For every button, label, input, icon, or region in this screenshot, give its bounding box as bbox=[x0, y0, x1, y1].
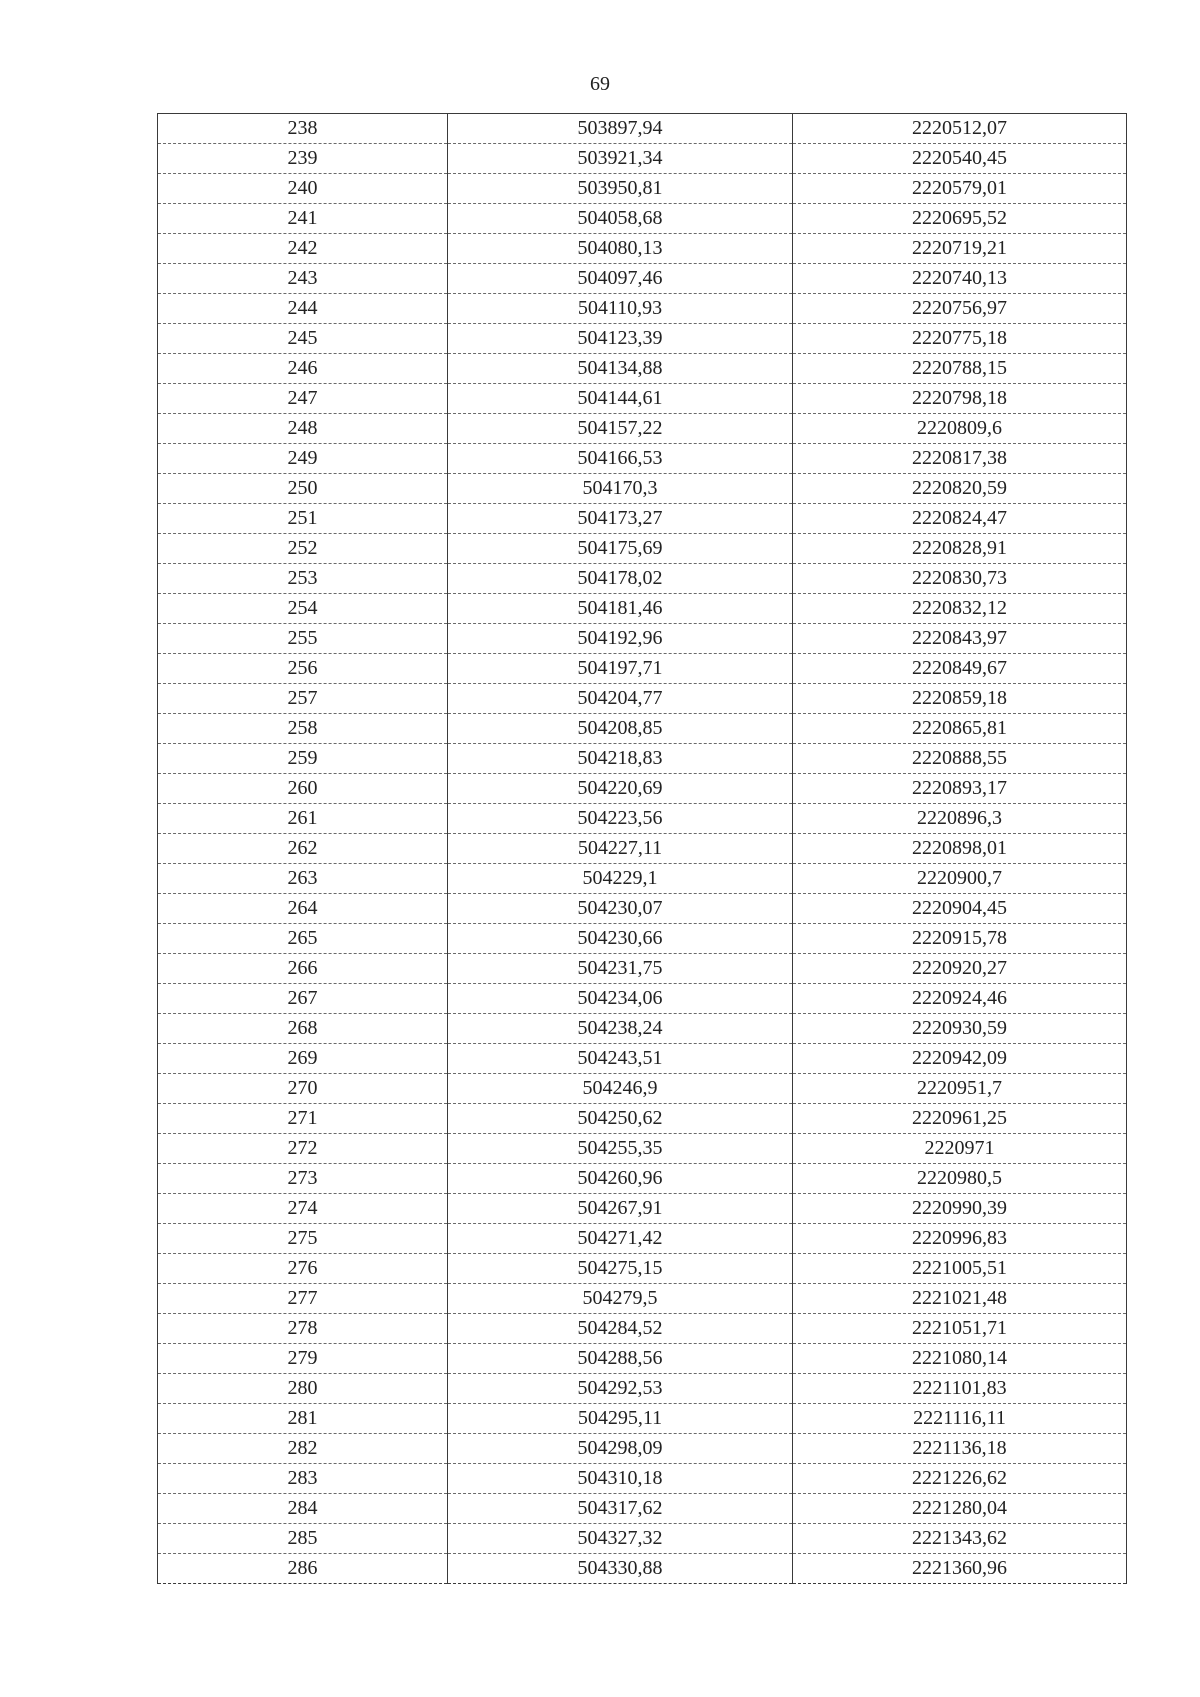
y-coordinate-cell: 2220512,07 bbox=[793, 114, 1127, 144]
y-coordinate-cell: 2220924,46 bbox=[793, 984, 1127, 1014]
y-coordinate-cell: 2220830,73 bbox=[793, 564, 1127, 594]
point-number-cell: 267 bbox=[158, 984, 448, 1014]
point-number-cell: 254 bbox=[158, 594, 448, 624]
table-row bbox=[158, 804, 1127, 834]
y-coordinate-cell: 2220824,47 bbox=[793, 504, 1127, 534]
x-coordinate-cell: 504170,3 bbox=[448, 474, 793, 504]
x-coordinate-cell: 504192,96 bbox=[448, 624, 793, 654]
y-coordinate-cell: 2220817,38 bbox=[793, 444, 1127, 474]
x-coordinate-cell: 504279,5 bbox=[448, 1284, 793, 1314]
y-coordinate-cell: 2220951,7 bbox=[793, 1074, 1127, 1104]
y-coordinate-cell: 2220915,78 bbox=[793, 924, 1127, 954]
table-row bbox=[158, 1314, 1127, 1344]
point-number-cell: 268 bbox=[158, 1014, 448, 1044]
x-coordinate-cell: 504295,11 bbox=[448, 1404, 793, 1434]
point-number-cell: 256 bbox=[158, 654, 448, 684]
point-number-cell: 286 bbox=[158, 1554, 448, 1584]
x-coordinate-cell: 504231,75 bbox=[448, 954, 793, 984]
y-coordinate-cell: 2220695,52 bbox=[793, 204, 1127, 234]
y-coordinate-cell: 2220540,45 bbox=[793, 144, 1127, 174]
point-number-cell: 259 bbox=[158, 744, 448, 774]
y-coordinate-cell: 2220904,45 bbox=[793, 894, 1127, 924]
table-row bbox=[158, 1434, 1127, 1464]
y-coordinate-cell: 2220888,55 bbox=[793, 744, 1127, 774]
table-row bbox=[158, 744, 1127, 774]
point-number-cell: 253 bbox=[158, 564, 448, 594]
table-row bbox=[158, 594, 1127, 624]
y-coordinate-cell: 2220843,97 bbox=[793, 624, 1127, 654]
table-body bbox=[158, 114, 1127, 1584]
point-number-cell: 243 bbox=[158, 264, 448, 294]
point-number-cell: 264 bbox=[158, 894, 448, 924]
point-number-cell: 257 bbox=[158, 684, 448, 714]
point-number-cell: 251 bbox=[158, 504, 448, 534]
x-coordinate-cell: 504178,02 bbox=[448, 564, 793, 594]
table-row bbox=[158, 144, 1127, 174]
y-coordinate-cell: 2220996,83 bbox=[793, 1224, 1127, 1254]
y-coordinate-cell: 2220898,01 bbox=[793, 834, 1127, 864]
x-coordinate-cell: 504284,52 bbox=[448, 1314, 793, 1344]
point-number-cell: 265 bbox=[158, 924, 448, 954]
table-row bbox=[158, 954, 1127, 984]
x-coordinate-cell: 504288,56 bbox=[448, 1344, 793, 1374]
x-coordinate-cell: 503921,34 bbox=[448, 144, 793, 174]
table-row bbox=[158, 984, 1127, 1014]
point-number-cell: 274 bbox=[158, 1194, 448, 1224]
x-coordinate-cell: 504330,88 bbox=[448, 1554, 793, 1584]
y-coordinate-cell: 2220798,18 bbox=[793, 384, 1127, 414]
table-row bbox=[158, 1254, 1127, 1284]
point-number-cell: 248 bbox=[158, 414, 448, 444]
y-coordinate-cell: 2220788,15 bbox=[793, 354, 1127, 384]
y-coordinate-cell: 2221005,51 bbox=[793, 1254, 1127, 1284]
y-coordinate-cell: 2220832,12 bbox=[793, 594, 1127, 624]
point-number-cell: 241 bbox=[158, 204, 448, 234]
x-coordinate-cell: 504218,83 bbox=[448, 744, 793, 774]
point-number-cell: 270 bbox=[158, 1074, 448, 1104]
x-coordinate-cell: 504310,18 bbox=[448, 1464, 793, 1494]
table-row bbox=[158, 414, 1127, 444]
y-coordinate-cell: 2221360,96 bbox=[793, 1554, 1127, 1584]
y-coordinate-cell: 2220809,6 bbox=[793, 414, 1127, 444]
table-row bbox=[158, 1194, 1127, 1224]
point-number-cell: 272 bbox=[158, 1134, 448, 1164]
table-row bbox=[158, 564, 1127, 594]
point-number-cell: 269 bbox=[158, 1044, 448, 1074]
x-coordinate-cell: 504230,07 bbox=[448, 894, 793, 924]
point-number-cell: 238 bbox=[158, 114, 448, 144]
table-row bbox=[158, 834, 1127, 864]
y-coordinate-cell: 2220859,18 bbox=[793, 684, 1127, 714]
table-row bbox=[158, 1494, 1127, 1524]
y-coordinate-cell: 2221051,71 bbox=[793, 1314, 1127, 1344]
point-number-cell: 262 bbox=[158, 834, 448, 864]
y-coordinate-cell: 2221101,83 bbox=[793, 1374, 1127, 1404]
point-number-cell: 284 bbox=[158, 1494, 448, 1524]
y-coordinate-cell: 2221280,04 bbox=[793, 1494, 1127, 1524]
x-coordinate-cell: 504230,66 bbox=[448, 924, 793, 954]
y-coordinate-cell: 2220579,01 bbox=[793, 174, 1127, 204]
point-number-cell: 242 bbox=[158, 234, 448, 264]
x-coordinate-cell: 503950,81 bbox=[448, 174, 793, 204]
x-coordinate-cell: 504134,88 bbox=[448, 354, 793, 384]
point-number-cell: 276 bbox=[158, 1254, 448, 1284]
y-coordinate-cell: 2221136,18 bbox=[793, 1434, 1127, 1464]
table-row bbox=[158, 1074, 1127, 1104]
x-coordinate-cell: 504223,56 bbox=[448, 804, 793, 834]
x-coordinate-cell: 504144,61 bbox=[448, 384, 793, 414]
y-coordinate-cell: 2221343,62 bbox=[793, 1524, 1127, 1554]
x-coordinate-cell: 504227,11 bbox=[448, 834, 793, 864]
y-coordinate-cell: 2220980,5 bbox=[793, 1164, 1127, 1194]
point-number-cell: 245 bbox=[158, 324, 448, 354]
table-row bbox=[158, 204, 1127, 234]
y-coordinate-cell: 2220828,91 bbox=[793, 534, 1127, 564]
x-coordinate-cell: 504080,13 bbox=[448, 234, 793, 264]
x-coordinate-cell: 504123,39 bbox=[448, 324, 793, 354]
y-coordinate-cell: 2221116,11 bbox=[793, 1404, 1127, 1434]
point-number-cell: 277 bbox=[158, 1284, 448, 1314]
y-coordinate-cell: 2220719,21 bbox=[793, 234, 1127, 264]
point-number-cell: 263 bbox=[158, 864, 448, 894]
table-row bbox=[158, 444, 1127, 474]
table-row bbox=[158, 174, 1127, 204]
point-number-cell: 240 bbox=[158, 174, 448, 204]
x-coordinate-cell: 504317,62 bbox=[448, 1494, 793, 1524]
y-coordinate-cell: 2220893,17 bbox=[793, 774, 1127, 804]
page-number: 69 bbox=[590, 73, 610, 95]
table-row bbox=[158, 1044, 1127, 1074]
table-row bbox=[158, 624, 1127, 654]
table-row bbox=[158, 324, 1127, 354]
x-coordinate-cell: 504298,09 bbox=[448, 1434, 793, 1464]
point-number-cell: 261 bbox=[158, 804, 448, 834]
table-row bbox=[158, 1524, 1127, 1554]
y-coordinate-cell: 2220942,09 bbox=[793, 1044, 1127, 1074]
x-coordinate-cell: 504275,15 bbox=[448, 1254, 793, 1284]
x-coordinate-cell: 504208,85 bbox=[448, 714, 793, 744]
x-coordinate-cell: 504243,51 bbox=[448, 1044, 793, 1074]
table-row bbox=[158, 474, 1127, 504]
point-number-cell: 255 bbox=[158, 624, 448, 654]
x-coordinate-cell: 504292,53 bbox=[448, 1374, 793, 1404]
table-row bbox=[158, 714, 1127, 744]
x-coordinate-cell: 504229,1 bbox=[448, 864, 793, 894]
x-coordinate-cell: 504238,24 bbox=[448, 1014, 793, 1044]
point-number-cell: 282 bbox=[158, 1434, 448, 1464]
table-row bbox=[158, 1224, 1127, 1254]
y-coordinate-cell: 2220920,27 bbox=[793, 954, 1127, 984]
point-number-cell: 279 bbox=[158, 1344, 448, 1374]
y-coordinate-cell: 2221080,14 bbox=[793, 1344, 1127, 1374]
y-coordinate-cell: 2220849,67 bbox=[793, 654, 1127, 684]
x-coordinate-cell: 504110,93 bbox=[448, 294, 793, 324]
point-number-cell: 280 bbox=[158, 1374, 448, 1404]
table-row bbox=[158, 1104, 1127, 1134]
x-coordinate-cell: 504246,9 bbox=[448, 1074, 793, 1104]
table-row bbox=[158, 1374, 1127, 1404]
table-row bbox=[158, 654, 1127, 684]
x-coordinate-cell: 504166,53 bbox=[448, 444, 793, 474]
point-number-cell: 239 bbox=[158, 144, 448, 174]
x-coordinate-cell: 504220,69 bbox=[448, 774, 793, 804]
point-number-cell: 275 bbox=[158, 1224, 448, 1254]
table-row bbox=[158, 1404, 1127, 1434]
point-number-cell: 249 bbox=[158, 444, 448, 474]
table-row bbox=[158, 774, 1127, 804]
y-coordinate-cell: 2220896,3 bbox=[793, 804, 1127, 834]
y-coordinate-cell: 2220820,59 bbox=[793, 474, 1127, 504]
x-coordinate-cell: 504255,35 bbox=[448, 1134, 793, 1164]
table-row bbox=[158, 684, 1127, 714]
y-coordinate-cell: 2221021,48 bbox=[793, 1284, 1127, 1314]
point-number-cell: 258 bbox=[158, 714, 448, 744]
table-row bbox=[158, 114, 1127, 144]
point-number-cell: 246 bbox=[158, 354, 448, 384]
y-coordinate-cell: 2220865,81 bbox=[793, 714, 1127, 744]
point-number-cell: 273 bbox=[158, 1164, 448, 1194]
y-coordinate-cell: 2220756,97 bbox=[793, 294, 1127, 324]
y-coordinate-cell: 2220740,13 bbox=[793, 264, 1127, 294]
y-coordinate-cell: 2220775,18 bbox=[793, 324, 1127, 354]
point-number-cell: 260 bbox=[158, 774, 448, 804]
y-coordinate-cell: 2221226,62 bbox=[793, 1464, 1127, 1494]
y-coordinate-cell: 2220930,59 bbox=[793, 1014, 1127, 1044]
coordinates-table bbox=[157, 113, 1127, 1584]
table-row bbox=[158, 1284, 1127, 1314]
x-coordinate-cell: 504271,42 bbox=[448, 1224, 793, 1254]
table-row bbox=[158, 1464, 1127, 1494]
point-number-cell: 250 bbox=[158, 474, 448, 504]
point-number-cell: 252 bbox=[158, 534, 448, 564]
x-coordinate-cell: 504260,96 bbox=[448, 1164, 793, 1194]
x-coordinate-cell: 504097,46 bbox=[448, 264, 793, 294]
x-coordinate-cell: 504157,22 bbox=[448, 414, 793, 444]
x-coordinate-cell: 504267,91 bbox=[448, 1194, 793, 1224]
point-number-cell: 271 bbox=[158, 1104, 448, 1134]
table-row bbox=[158, 864, 1127, 894]
table-row bbox=[158, 534, 1127, 564]
x-coordinate-cell: 504058,68 bbox=[448, 204, 793, 234]
y-coordinate-cell: 2220900,7 bbox=[793, 864, 1127, 894]
table-row bbox=[158, 924, 1127, 954]
table-row bbox=[158, 504, 1127, 534]
x-coordinate-cell: 504204,77 bbox=[448, 684, 793, 714]
y-coordinate-cell: 2220990,39 bbox=[793, 1194, 1127, 1224]
x-coordinate-cell: 504175,69 bbox=[448, 534, 793, 564]
x-coordinate-cell: 504197,71 bbox=[448, 654, 793, 684]
x-coordinate-cell: 503897,94 bbox=[448, 114, 793, 144]
table-row bbox=[158, 1014, 1127, 1044]
point-number-cell: 278 bbox=[158, 1314, 448, 1344]
point-number-cell: 283 bbox=[158, 1464, 448, 1494]
x-coordinate-cell: 504250,62 bbox=[448, 1104, 793, 1134]
y-coordinate-cell: 2220961,25 bbox=[793, 1104, 1127, 1134]
point-number-cell: 244 bbox=[158, 294, 448, 324]
point-number-cell: 281 bbox=[158, 1404, 448, 1434]
x-coordinate-cell: 504181,46 bbox=[448, 594, 793, 624]
point-number-cell: 266 bbox=[158, 954, 448, 984]
x-coordinate-cell: 504234,06 bbox=[448, 984, 793, 1014]
table-row bbox=[158, 1344, 1127, 1374]
point-number-cell: 247 bbox=[158, 384, 448, 414]
table-row bbox=[158, 1134, 1127, 1164]
table-row bbox=[158, 384, 1127, 414]
table-row bbox=[158, 354, 1127, 384]
x-coordinate-cell: 504173,27 bbox=[448, 504, 793, 534]
point-number-cell: 285 bbox=[158, 1524, 448, 1554]
y-coordinate-cell: 2220971 bbox=[793, 1134, 1127, 1164]
table-row bbox=[158, 264, 1127, 294]
table-row bbox=[158, 894, 1127, 924]
x-coordinate-cell: 504327,32 bbox=[448, 1524, 793, 1554]
table-row bbox=[158, 294, 1127, 324]
table-row bbox=[158, 1164, 1127, 1194]
table-row bbox=[158, 1554, 1127, 1584]
table-row bbox=[158, 234, 1127, 264]
